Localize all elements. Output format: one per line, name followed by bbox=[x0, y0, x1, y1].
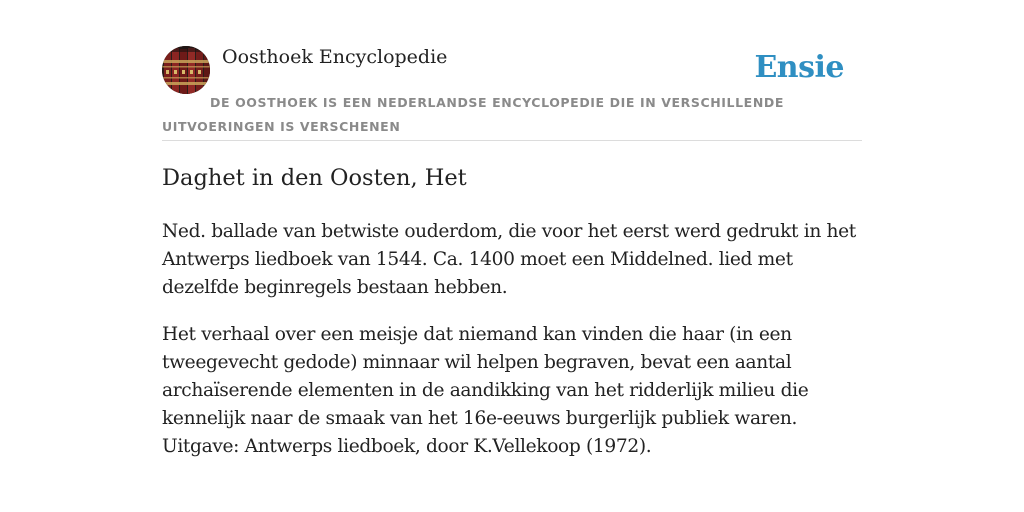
article bbox=[162, 160, 862, 480]
article-paragraph: Ned. ballade van betwiste ouderdom, die voor het eerst werd gedrukt in het Antwerps liedboek van 1544. Ca. 1400 moet een Middelned. lied met dezelfde beginregels bestaan hebben. bbox=[162, 221, 856, 298]
header bbox=[162, 46, 862, 141]
article-paragraph: Het verhaal over een meisje dat niemand kan vinden die haar (in een tweegevecht gedode) minnaar wil helpen begraven, bevat een aantal archaïserende elementen in de aandikking van het ridderlijk milieu die kennelijk naar de smaak van het 16e-eeuws burgerlijk publiek waren. Uitgave: Antwerps liedboek, door K.Vellekoop (1972). bbox=[162, 324, 809, 457]
article-title: Daghet in den Oosten, Het bbox=[162, 165, 467, 191]
site-title[interactable]: Oosthoek Encyclopedie bbox=[222, 46, 448, 68]
site-tagline: DE OOSTHOEK IS EEN NEDERLANDSE ENCYCLOPEDIE DIE IN VERSCHILLENDE UITVOERINGEN IS VERSCHENEN bbox=[162, 95, 784, 134]
brand-logo[interactable]: Ensie bbox=[754, 50, 844, 85]
encyclopedia-books-icon[interactable] bbox=[162, 46, 210, 94]
